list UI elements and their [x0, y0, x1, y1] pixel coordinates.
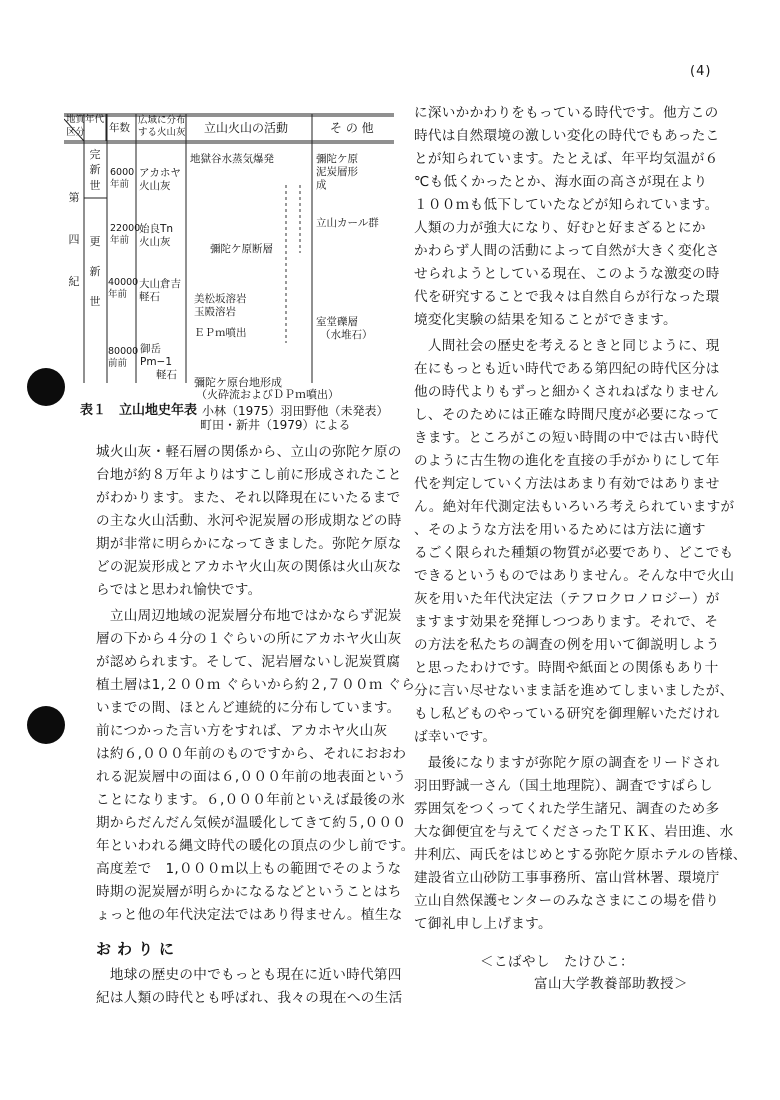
body-line: 時代は自然環境の激しい変化の時代でもあったこ — [414, 128, 720, 144]
binder-hole-top — [27, 368, 65, 406]
ash-name: Pm−1 — [140, 356, 173, 368]
period-char-1: 第 — [68, 191, 80, 204]
holocene-char-2: 新 — [89, 163, 101, 176]
body-line: 紀は人類の時代とも呼ばれ、我々の現在への生活 — [96, 990, 403, 1006]
header-era-line2: 区分 — [66, 127, 86, 138]
age-unit: 前前 — [108, 358, 128, 369]
volcano-event: 地獄谷水蒸気爆発 — [190, 153, 274, 165]
table-source-line: 小林（1975）羽田野他（未発表） — [202, 404, 389, 418]
ash-name: 火山灰 — [139, 180, 171, 192]
body-line: １００ｍも低下していたなどが知られています。 — [414, 197, 719, 213]
body-line: ん。絶対年代測定法もいろいろ考えられていますが — [414, 499, 735, 515]
age-value: 40000 — [108, 277, 139, 288]
body-line: もし私どものやっている研究を御理解いただけれ — [414, 706, 720, 722]
body-line: 期からだんだん気候が温暖化してきて約５,０００ — [96, 815, 407, 831]
other-event: 室堂礫層 — [316, 316, 358, 328]
body-line: 建設省立山砂防工事事務所、富山営林署、環境庁 — [414, 870, 720, 886]
body-line: 人間社会の歴史を考えるときと同じように、現 — [414, 338, 720, 354]
body-line: 大な御便宜を与えてくださったＴＫＫ、岩田進、水 — [414, 824, 734, 840]
volcano-event-note: （火砕流およびＤＰｍ噴出） — [196, 388, 339, 401]
body-line: 立山自然保護センターのみなさまにこの場を借り — [414, 893, 720, 909]
body-line: 地球の歴史の中でもっとも現在に近い時代第四 — [96, 967, 402, 983]
holocene-char-1: 完 — [89, 148, 101, 161]
table-source — [202, 404, 389, 432]
body-line: の主な火山活動、氷河や泥炭層の形成期などの時 — [96, 513, 402, 529]
body-line: かわらず人間の活動によって自然が大きく変化さ — [414, 243, 720, 259]
body-line: 人類の力が強大になり、好むと好まざるとにか — [414, 220, 706, 236]
body-line: が認められます。そして、泥岩層ないし泥炭質腐 — [96, 654, 401, 670]
body-line: し、そのためには正確な時間尺度が必要になって — [414, 407, 720, 423]
body-line: 代を判定していく方法はあまり有効ではありませ — [414, 476, 720, 492]
page-number: (4) — [690, 64, 712, 79]
table-source-line: 町田・新井（1979）による — [200, 418, 351, 432]
body-line: 期が非常に明らかになってきました。弥陀ケ原な — [96, 536, 402, 552]
body-line: きます。ところがこの短い時間の中では古い時代 — [414, 430, 719, 446]
volcano-event: 玉殿溶岩 — [194, 306, 236, 318]
period-char-3: 紀 — [68, 275, 80, 288]
body-line: 高度差で 1,０００ｍ以上もの範囲でそのような — [96, 861, 402, 877]
author-signature-line1: ＜こばやし たけひこ： — [480, 954, 634, 970]
body-line: 、そのような方法を用いるためには方法に適す — [414, 522, 706, 538]
body-line: 他の時代よりもずっと細かくされねばなりません — [414, 384, 719, 400]
body-line: 井利広、両氏をはじめとする弥陀ケ原ホテルの皆様、 — [414, 847, 747, 863]
body-line: 灰を用いた年代決定法（テフロクロノロジー）が — [414, 591, 720, 607]
ash-name: 御岳 — [140, 343, 161, 355]
age-unit: 年前 — [108, 289, 128, 300]
ash-name: 火山灰 — [139, 236, 171, 248]
ash-name: アカホヤ — [139, 167, 181, 179]
body-line: 立山周辺地域の泥炭層分布地ではかならず泥炭 — [96, 608, 402, 624]
body-line: ことになります。６,０００年前といえば最後の氷 — [96, 792, 406, 808]
body-line: 前につかった言い方をすれば、アカホヤ火山灰 — [96, 723, 388, 739]
body-line: 雰囲気をつくってくれた学生諸兄、調査のため多 — [414, 801, 720, 817]
other-event: 成 — [316, 179, 327, 191]
header-volcano: 立山火山の活動 — [204, 121, 289, 135]
body-line: ますます効果を発揮しつつあります。それで、そ — [414, 614, 719, 630]
volcano-event: 彌陀ケ原台地形成 — [194, 376, 282, 389]
age-value: 22000 — [110, 223, 141, 234]
body-line: せられようとしている現在、このような激変の時 — [414, 266, 720, 282]
ash-name: 軽石 — [156, 369, 177, 381]
body-line: のように古生物の進化を直接の手がかりにして年 — [414, 453, 720, 469]
body-line: 年といわれる縄文時代の暖化の頂点の少し前です。 — [96, 838, 415, 854]
header-ash-line2: する火山灰 — [138, 127, 186, 138]
body-line: れる泥炭層中の面は６,０００年前の地表面という — [96, 769, 407, 785]
body-line: 分に言い尽せないまま話を進めてしまいましたが、 — [414, 683, 734, 699]
header-other: そ の 他 — [330, 121, 374, 135]
other-event: （水堆石） — [320, 329, 373, 341]
binder-hole-bottom — [27, 706, 65, 744]
geologic-history-table — [64, 113, 394, 389]
other-event: 彌陀ケ原 — [316, 153, 358, 165]
age-value: 80000 — [108, 346, 139, 357]
period-char-2: 四 — [68, 233, 80, 246]
author-signature-line2: 富山大学教養部助教授＞ — [534, 976, 688, 992]
holocene-char-3: 世 — [89, 179, 101, 192]
body-line: いまでの間、ほとんど連続的に分布しています。 — [96, 700, 401, 716]
header-age: 年数 — [109, 122, 130, 134]
section-heading: おわりに — [96, 940, 181, 958]
pleistocene-char-3: 世 — [89, 295, 101, 308]
body-line: 羽田野誠一さん（国土地理院）、調査ですばらし — [414, 778, 713, 794]
body-line: るごく限られた種類の物質が必要であり、どこでも — [414, 545, 734, 561]
pleistocene-char-1: 更 — [89, 235, 101, 248]
table-caption: 表１ 立山地史年表 — [80, 403, 198, 418]
other-event: 立山カール群 — [316, 217, 379, 229]
ash-name: 大山倉吉 — [139, 278, 181, 290]
body-line: 城火山灰・軽石層の関係から、立山の弥陀ケ原の — [96, 444, 402, 460]
body-line: 層の下から４分の１ぐらいの所にアカホヤ火山灰 — [96, 631, 402, 647]
volcano-event: 彌陀ケ原断層 — [210, 243, 273, 255]
body-line: どの泥炭形成とアカホヤ火山灰の関係は火山灰な — [96, 559, 402, 575]
body-line: できるというものではありません。そんな中で火山 — [414, 568, 735, 584]
body-line: ℃も低くかったとか、海水面の高さが現在より — [414, 174, 708, 190]
age-unit: 年前 — [110, 179, 130, 190]
body-line: て御礼申し上げます。 — [414, 916, 552, 932]
body-line: 時期の泥炭層が明らかになるなどということはち — [96, 884, 402, 900]
body-line: 植土層は1,２００ｍ ぐらいから約２,７００ｍ ぐら — [96, 677, 416, 693]
body-line: とが知られています。たとえば、年平均気温が６ — [414, 151, 719, 167]
body-line: ょっと他の年代決定法ではあり得ません。植生な — [96, 907, 403, 923]
other-event: 泥炭層形 — [316, 166, 358, 178]
body-line: に深いかかわりをもっている時代です。他方この — [414, 105, 719, 121]
ash-name: 始良Tn — [139, 223, 174, 235]
body-line: らではと思われ愉快です。 — [96, 582, 262, 598]
body-line: 最後になりますが弥陀ケ原の調査をリードされ — [414, 755, 720, 771]
body-line: がわかります。また、それ以降現在にいたるまで — [96, 490, 401, 506]
volcano-event: ＥＰｍ噴出 — [194, 327, 247, 339]
body-line: 台地が約８万年よりはすこし前に形成されたこと — [96, 467, 402, 483]
pleistocene-char-2: 新 — [89, 265, 101, 278]
body-line: は約６,０００年前のものですから、それにおおわ — [96, 746, 407, 762]
body-line: 代を研究することで我々は自然自らが行なった環 — [414, 289, 720, 305]
ash-name: 軽石 — [139, 291, 160, 303]
header-ash-line1: 広域に分布 — [138, 115, 186, 126]
body-line: と思ったわけです。時間や紙面との関係もあり十 — [414, 660, 719, 676]
age-unit: 年前 — [110, 235, 130, 246]
body-line: の方法を私たちの調査の例を用いて御説明しよう — [414, 637, 720, 653]
volcano-event: 美松坂溶岩 — [194, 293, 247, 305]
age-value: 6000 — [110, 167, 135, 178]
body-line: 在にもっとも近い時代である第四紀の時代区分は — [414, 361, 720, 377]
body-line: 境変化実験の結果を知ることができます。 — [414, 312, 677, 328]
body-line: ば幸いです。 — [414, 729, 497, 745]
header-era-line1: 地質年代 — [66, 114, 105, 125]
